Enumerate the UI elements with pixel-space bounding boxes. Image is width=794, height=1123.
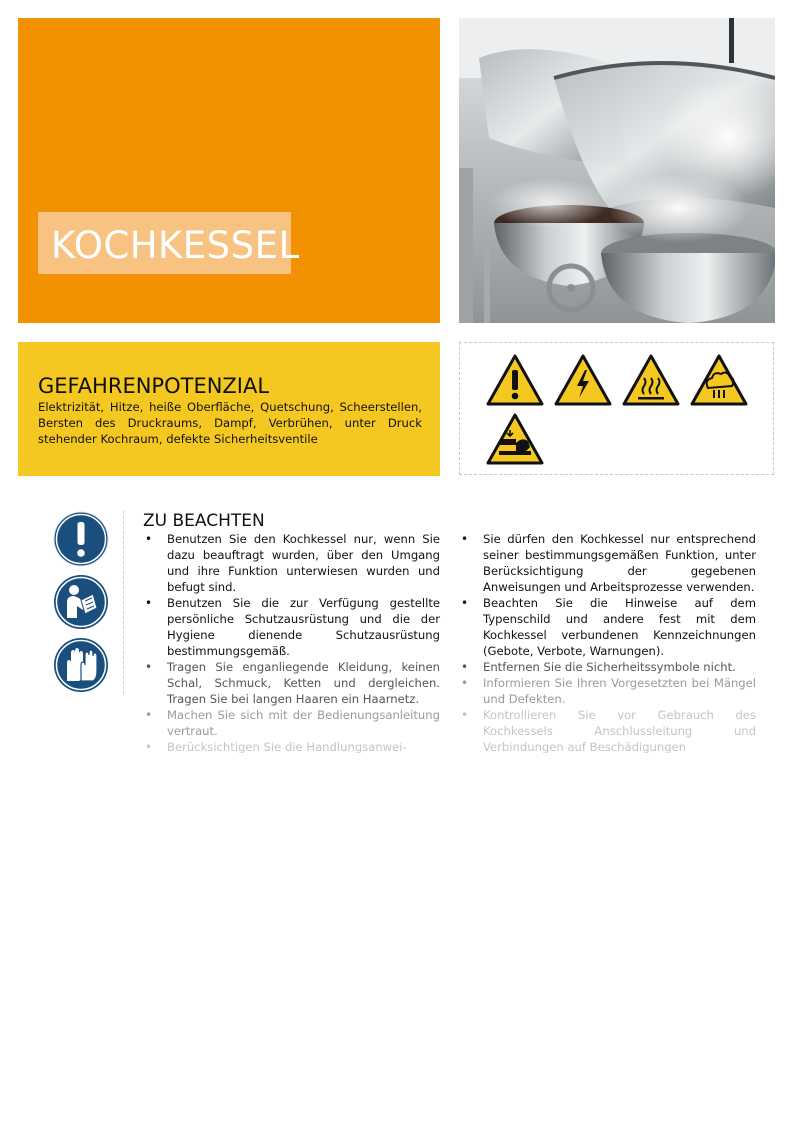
page-title: KOCHKESSEL	[51, 224, 300, 267]
general-mandatory-icon	[53, 511, 109, 567]
notes-right-column	[459, 531, 756, 753]
crushing-hands-warning-icon	[486, 413, 544, 465]
wear-gloves-icon	[53, 637, 109, 693]
list-item: • Tragen Sie enganliegende Kleidung, keinen Schal, Schmuck, Ketten und dergleichen. Tragen Sie bei langen Haaren ein Haarnetz.	[143, 659, 440, 707]
notes-left-column	[143, 531, 440, 753]
list-item: • Sie dürfen den Kochkessel nur entsprechend seiner bestimmungsgemäßen Funktion, unter Berücksichtigung der gegebenen Anweisungen und Arbeitsprozesse verwenden.	[459, 531, 756, 595]
hot-surface-warning-icon	[622, 354, 680, 406]
read-manual-icon	[53, 574, 109, 630]
notes-divider	[123, 511, 124, 694]
hazard-text: Elektrizität, Hitze, heiße Oberfläche, Quetschung, Scheerstellen, Bersten des Druckraums, Dampf, Verbrühen, unter Druck stehender Kochraum, defekte Sicherheitsventile	[38, 400, 422, 446]
list-item: • Beachten Sie die Hinweise auf dem Typenschild und andere fest mit dem Kochkessel verbundenen Kennzeichnungen (Gebote, Verbote, Warnungen).	[459, 595, 756, 659]
list-item: • Entfernen Sie die Sicherheitssymbole nicht.	[459, 659, 756, 675]
list-item: • Machen Sie sich mit der Bedienungsanleitung vertraut.	[143, 707, 440, 739]
electricity-warning-icon	[554, 354, 612, 406]
list-item: • Kontrollieren Sie vor Gebrauch des Kochkessels Anschlussleitung und Verbindungen auf Beschädigungen	[459, 707, 756, 753]
notes-title: ZU BEACHTEN	[143, 511, 265, 531]
list-item: • Benutzen Sie die zur Verfügung gestellte persönliche Schutzausrüstung und die der Hygiene dienende Schutzausrüstung bestimmungsgemäß.	[143, 595, 440, 659]
hazard-title: GEFAHRENPOTENZIAL	[38, 374, 270, 398]
general-warning-icon	[486, 354, 544, 406]
title-panel	[18, 18, 440, 323]
list-item: • Berücksichtigen Sie die Handlungsanwei-	[143, 739, 440, 753]
kettles-illustration	[459, 18, 775, 323]
steam-warning-icon	[690, 354, 748, 406]
list-item: • Informieren Sie Ihren Vorgesetzten bei Mängel und Defekten.	[459, 675, 756, 707]
list-item: • Benutzen Sie den Kochkessel nur, wenn Sie dazu beauftragt wurden, über den Umgang und ihre Funktion unterwiesen wurden und befugt sind.	[143, 531, 440, 595]
industrial-cooking-kettles-photo	[459, 18, 775, 323]
